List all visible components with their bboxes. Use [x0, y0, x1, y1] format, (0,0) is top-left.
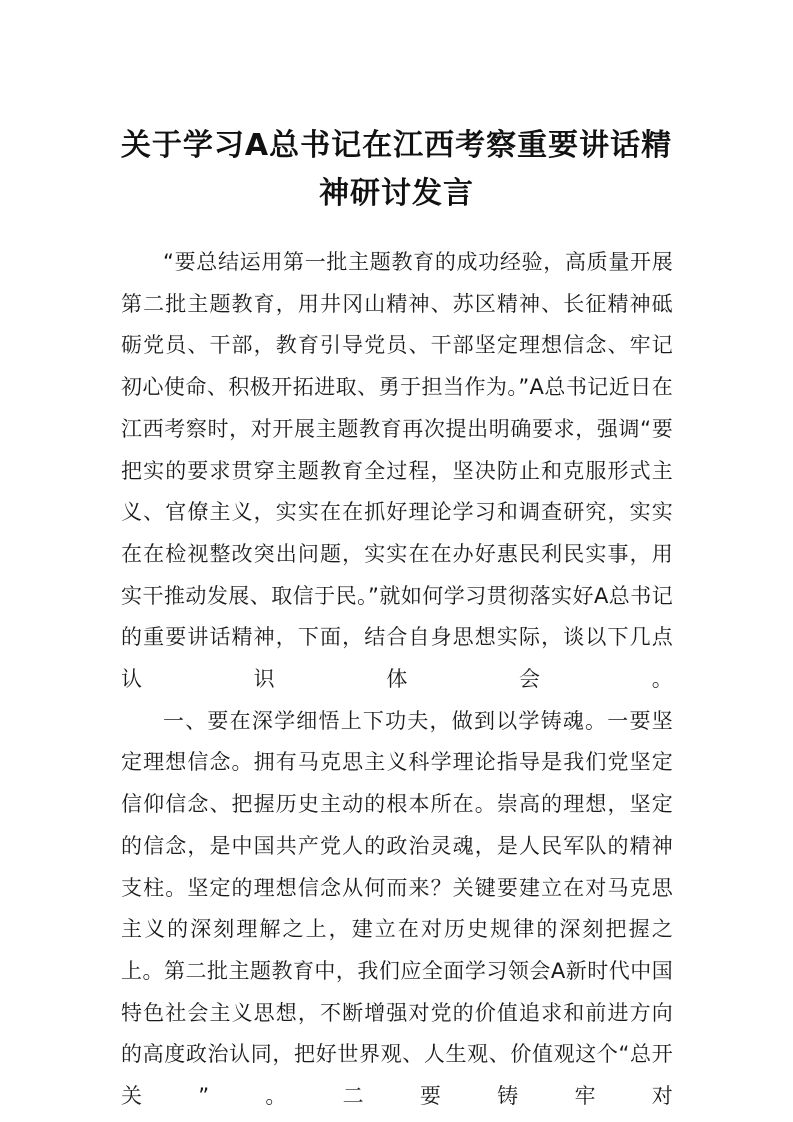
document-title: 关于学习A总书记在江西考察重要讲话精神研讨发言 [120, 128, 673, 211]
document-body [121, 242, 673, 1118]
paragraph-section-one: 一、要在深学细悟上下功夫，做到以学铸魂。一要坚定理想信念。拥有马克思主义科学理论指导是我们党坚定信仰信念、把握历史主动的根本所在。崇高的理想，坚定的信念，是中国共产党人的政治灵魂，是人民军队的精神支柱。坚定的理想信念从何而来？关键要建立在对马克思主义的深刻理解之上，建立在对历史规律的深刻把握之上。第二批主题教育中，我们应全面学习领会A新时代中国特色社会主义思想，不断增强对党的价值追求和前进方向的高度政治认同，把好世界观、人生观、价值观这个“总开关”。二要铸牢对 [121, 708, 673, 1109]
paragraph-intro: “要总结运用第一批主题教育的成功经验，高质量开展第二批主题教育，用井冈山精神、苏区精神、长征精神砥砺党员、干部，教育引导党员、干部坚定理想信念、牢记初心使命、积极开拓进取、勇于担当作为。”A总书记近日在江西考察时，对开展主题教育再次提出明确要求，强调“要把实的要求贯穿主题教育全过程，坚决防止和克服形式主义、官僚主义，实实在在抓好理论学习和调查研究，实实在在检视整改突出问题，实实在在办好惠民利民实事，用实干推动发展、取信于民。”就如何学习贯彻落实好A总书记的重要讲话精神，下面，结合自身思想实际，谈以下几点认识体会。 [121, 250, 673, 692]
